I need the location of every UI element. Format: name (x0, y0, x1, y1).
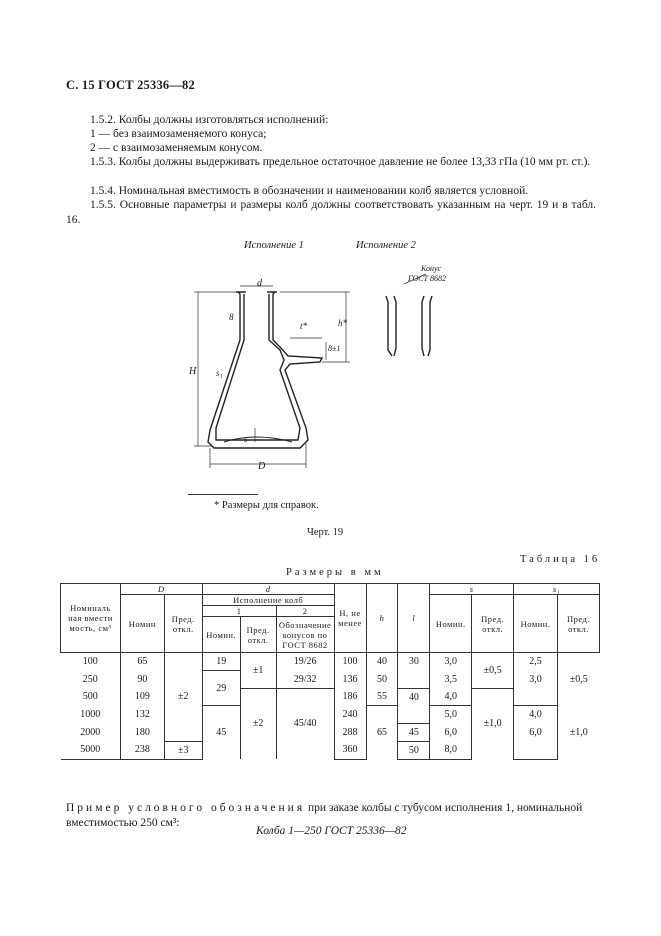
col-l: l (398, 584, 430, 653)
cell-D: 90 (120, 671, 164, 689)
paragraph-1-5-5: 1.5.5. Основные параметры и размеры колб должны соответствовать указанным на черт. 19 и в табл. 16. (66, 199, 596, 226)
cell-l (398, 671, 430, 689)
cell-d-tol-1: ±1 (240, 653, 276, 689)
col-D-tol: Пред. откл. (164, 595, 202, 653)
col-s1: s₁ (514, 584, 600, 595)
cell-cap: 1000 (61, 706, 121, 724)
cell-cap: 5000 (61, 741, 121, 759)
example-lead: Пример условного обозначения (66, 802, 306, 814)
cell-H: 136 (334, 671, 366, 689)
col-s: s (430, 584, 514, 595)
table-row (61, 653, 600, 671)
col-d: d (202, 584, 334, 595)
cell-s: 4,0 (430, 688, 472, 706)
cell-l: 50 (398, 741, 430, 759)
label-h: h* (338, 318, 347, 328)
cell-H: 100 (334, 653, 366, 671)
cell-l: 45 (398, 723, 430, 741)
col-cone: Обозначение конусов по ГОСТ 8682 (276, 617, 334, 653)
figure-footnote: * Размеры для справок. (214, 500, 319, 511)
table-row (61, 688, 600, 706)
table-row (61, 671, 600, 689)
cell-s1 (514, 688, 558, 706)
cell-h: 40 (366, 653, 398, 671)
figure-title: Черт. 19 (307, 527, 344, 538)
col-h: h (366, 584, 398, 653)
col-version-2: 2 (276, 606, 334, 617)
paragraph-1-5-4: 1.5.4. Номинальная вместимость в обозначении и наименовании колб является условной. (90, 185, 529, 197)
col-d-nom: Номин. (202, 617, 240, 653)
cell-s1 (514, 741, 558, 759)
figure-caption-version-1: Исполнение 1 (244, 240, 304, 251)
col-D: D (120, 584, 202, 595)
version-2-item: 2 — с взаимозаменяемым конусом. (90, 142, 263, 154)
cell-s1-tol-1: ±1,0 (558, 706, 600, 760)
label-D: D (258, 461, 266, 472)
footnote-rule (188, 494, 258, 495)
cell-d-tol-2: ±2 (240, 688, 276, 759)
cell-D: 109 (120, 688, 164, 706)
dimensions-table (60, 583, 600, 760)
col-D-nom: Номин (120, 595, 164, 653)
col-s-nom: Номин. (430, 595, 472, 653)
figure-caption-version-2: Исполнение 2 (356, 240, 416, 251)
col-version: Исполнение колб (202, 595, 334, 606)
cell-cap: 500 (61, 688, 121, 706)
col-s-tol: Пред. откл. (472, 595, 514, 653)
cell-s: 8,0 (430, 741, 472, 759)
paragraph-1-5-3: 1.5.3. Колбы должны выдерживать предельное остаточное давление не более 13,33 гПа (10 мм рт. ст.). (90, 156, 591, 168)
cell-D: 180 (120, 723, 164, 741)
cell-H: 288 (334, 723, 366, 741)
cell-s: 6,0 (430, 723, 472, 741)
col-H: H, не менее (334, 584, 366, 653)
label-d: d (257, 278, 262, 289)
cell-d-29: 29 (202, 671, 240, 706)
table-subtitle: Размеры в мм (286, 567, 384, 578)
table-title: Таблица 16 (520, 554, 601, 565)
label-konus: Конус (421, 264, 442, 273)
label-t: t* (300, 321, 308, 331)
cell-l: 30 (398, 653, 430, 671)
cell-l (398, 706, 430, 724)
label-dim: 8±1 (328, 344, 341, 353)
cell-cap: 100 (61, 653, 121, 671)
cell-s1: 6,0 (514, 723, 558, 741)
cell-s: 5,0 (430, 706, 472, 724)
cell-s-tol-05: ±0,5 (472, 653, 514, 689)
label-H: H (189, 366, 197, 377)
cell-D-tol-2: ±2 (164, 653, 202, 742)
cell-cap: 250 (61, 671, 121, 689)
cell-H: 186 (334, 688, 366, 706)
cell-h: 55 (366, 688, 398, 706)
cell-cone: 29/32 (276, 671, 334, 689)
label-s: s (244, 434, 248, 444)
example-text: при заказе колбы с тубусом исполнения 1, номинальной вместимостью 250 см³: (66, 802, 583, 829)
cell-D-tol-3: ±3 (164, 741, 202, 759)
cell-H: 240 (334, 706, 366, 724)
col-capacity: Номиналь ная вмести мость, см³ (61, 584, 121, 653)
cell-cone: 19/26 (276, 653, 334, 671)
cell-s1: 2,5 (514, 653, 558, 671)
page-header: С. 15 ГОСТ 25336—82 (66, 78, 195, 92)
col-version-1: 1 (202, 606, 276, 617)
cell-cap: 2000 (61, 723, 121, 741)
label-8: 8 (229, 312, 234, 322)
cell-D: 132 (120, 706, 164, 724)
cell-s1-tol-05: ±0,5 (558, 653, 600, 706)
cell-d: 19 (202, 653, 240, 671)
cell-D: 238 (120, 741, 164, 759)
col-d-tol: Пред. откл. (240, 617, 276, 653)
cell-h-65: 65 (366, 706, 398, 760)
cell-l: 40 (398, 688, 430, 706)
col-s1-nom: Номин. (514, 595, 558, 653)
cell-s: 3,0 (430, 653, 472, 671)
cell-s: 3,5 (430, 671, 472, 689)
cell-s-tol-1: ±1,0 (472, 688, 514, 759)
col-s1-tol: Пред. откл. (558, 595, 600, 653)
cell-d-45: 45 (202, 706, 240, 760)
cell-D: 65 (120, 653, 164, 671)
designation-formula: Колба 1—250 ГОСТ 25336—82 (256, 825, 407, 837)
cell-cone-45: 45/40 (276, 688, 334, 759)
cell-H: 360 (334, 741, 366, 759)
cell-s1: 4,0 (514, 706, 558, 724)
version-1-item: 1 — без взаимозаменяемого конуса; (90, 128, 267, 140)
cell-s1: 3,0 (514, 671, 558, 689)
paragraph-1-5-2: 1.5.2. Колбы должны изготовляться исполнений: (90, 114, 329, 126)
flask-drawing (0, 262, 661, 492)
cell-h: 50 (366, 671, 398, 689)
label-gost-8682: ГОСТ 8682 (408, 274, 447, 283)
label-s1: s₁ (216, 368, 223, 378)
